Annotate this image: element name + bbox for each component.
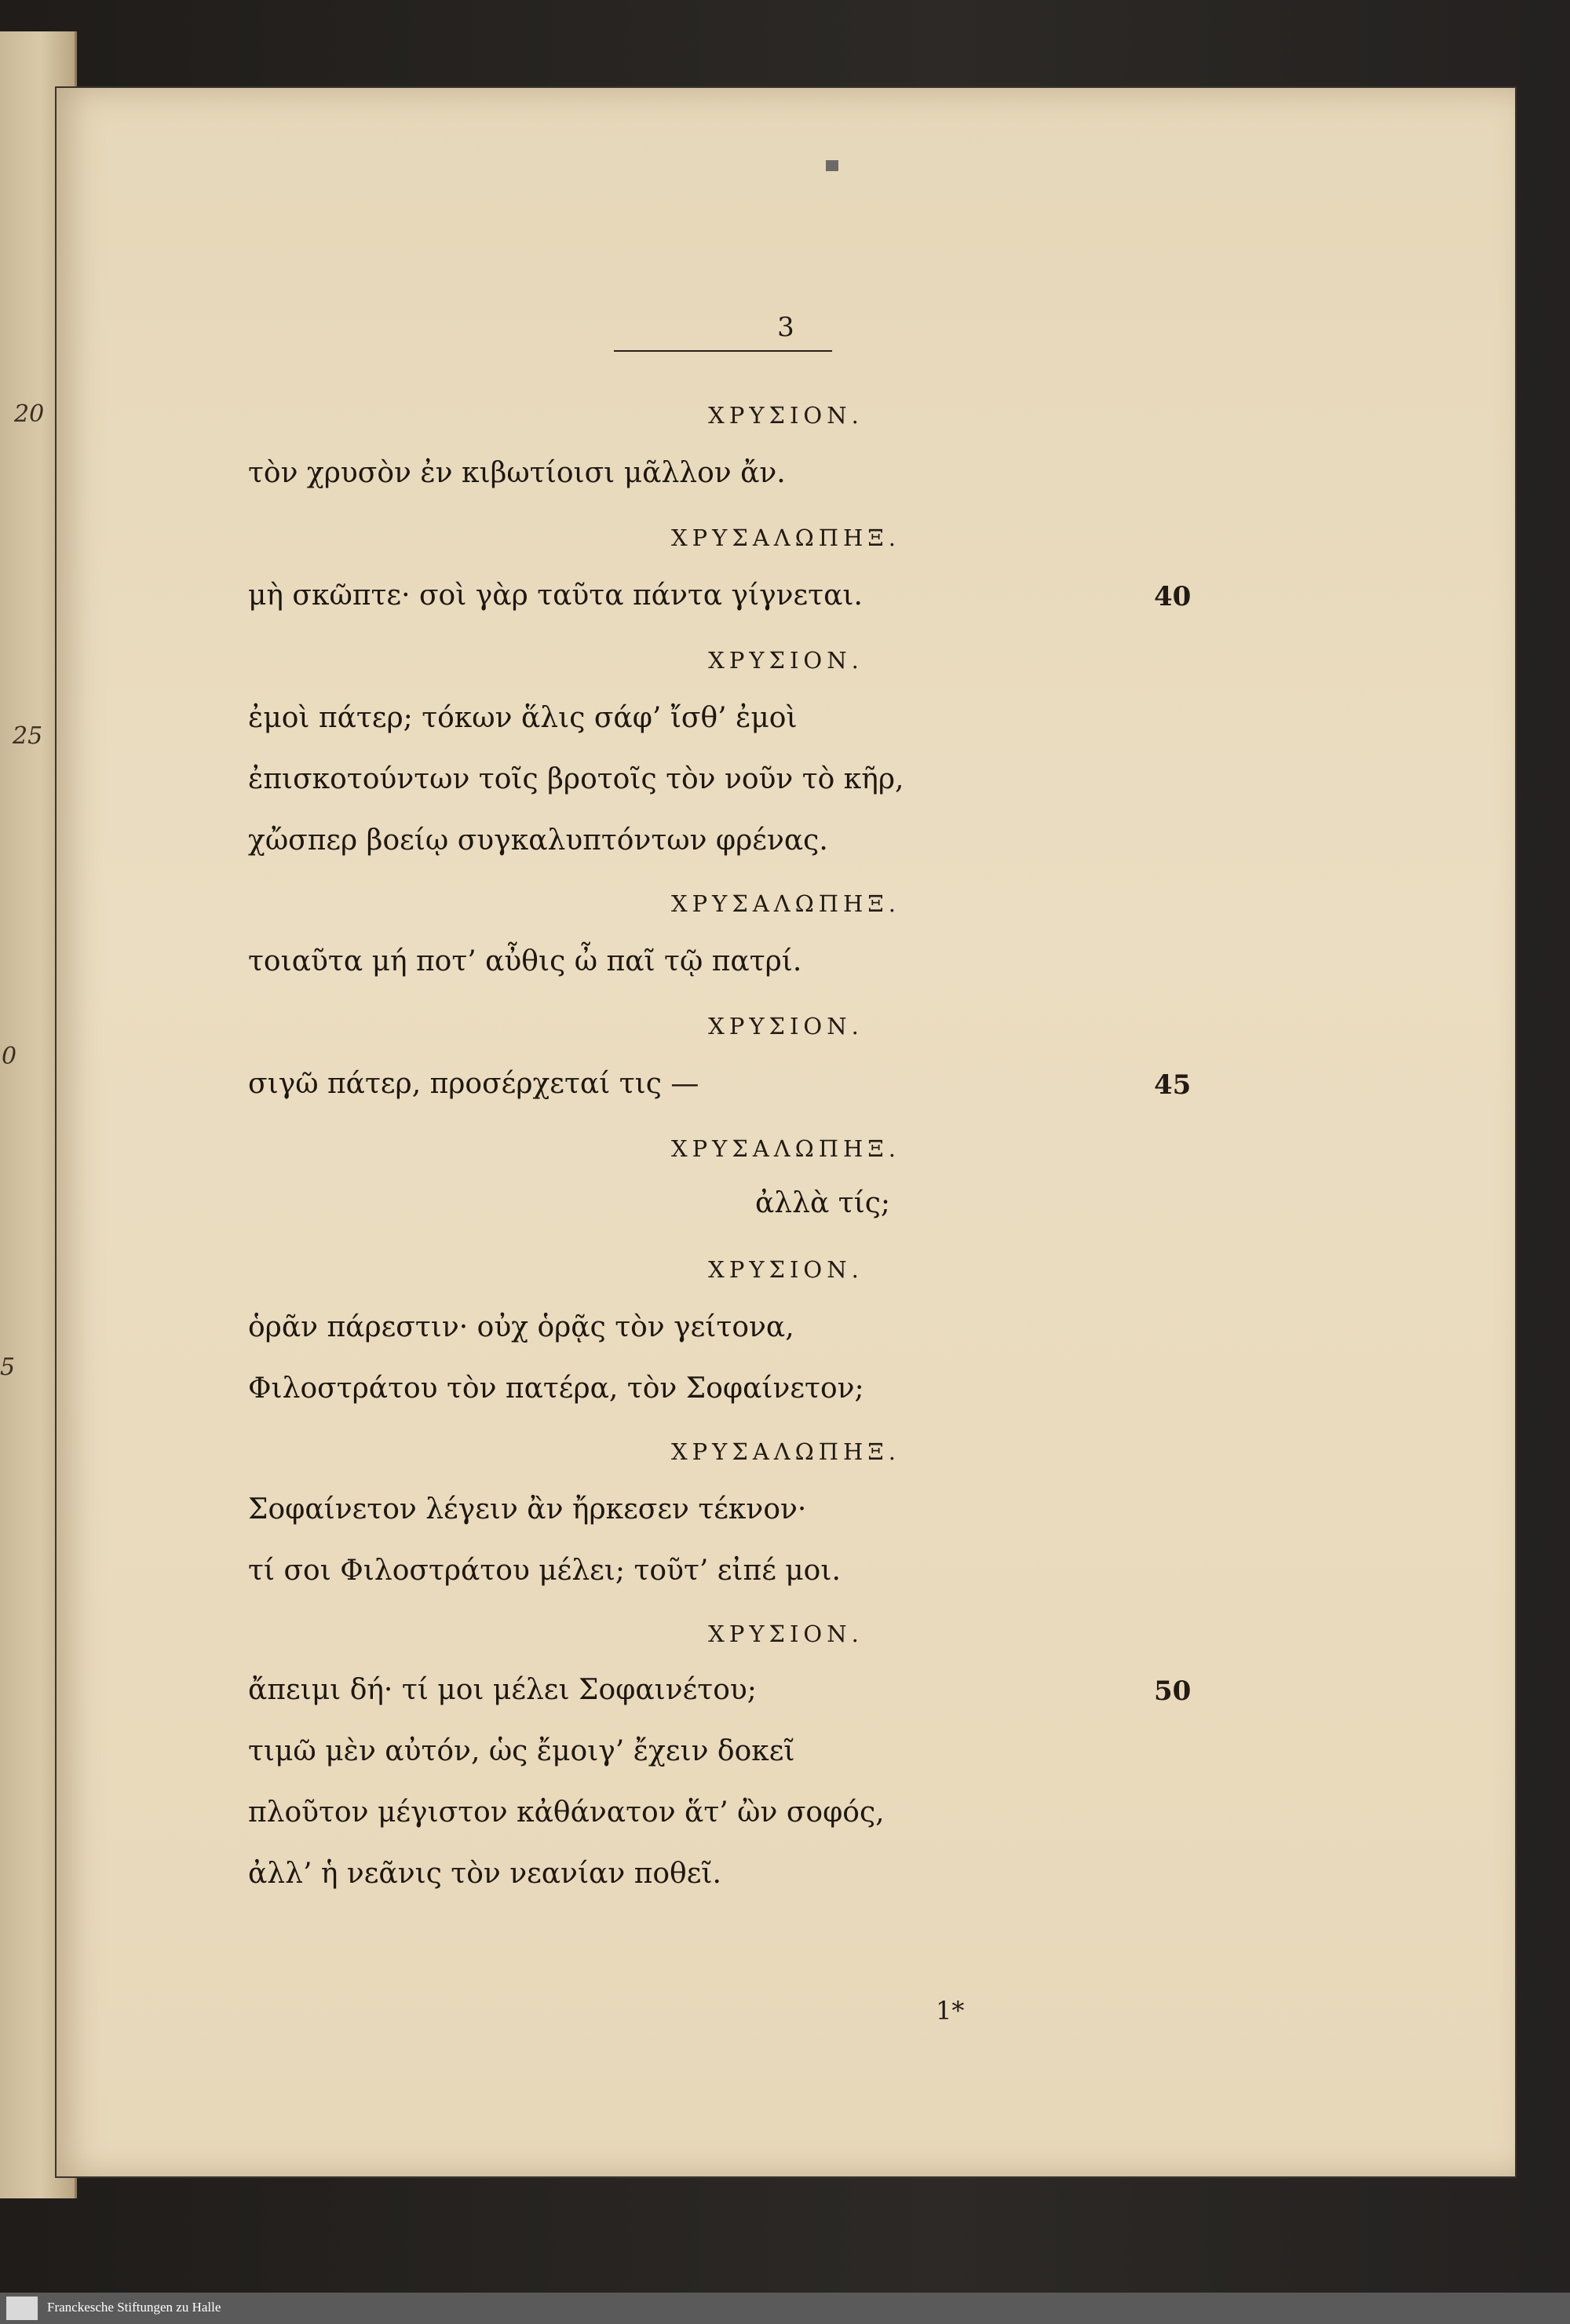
verse-line: τὸν χρυσὸν ἐν κιβωτίοισι μᾶλλον ἄν. [248,457,786,489]
verse-line: τιμῶ μὲν αὐτόν, ὡς ἔμοιγ’ ἔχειν δοκεῖ [248,1735,795,1767]
speaker-label: ΧΡΥΣΙΟΝ. [708,1621,864,1647]
verse-line: ἐμοὶ πάτερ; τόκων ἅλις σάφ’ ἴσθ’ ἐμοὶ [248,702,798,734]
signature-mark: 1* [936,1996,965,2026]
page-number: 3 [777,312,794,343]
verse-number: 45 [1154,1069,1192,1101]
verse-line: τί σοι Φιλοστράτου μέλει; τοῦτ’ εἰπέ μοι. [248,1555,841,1587]
speaker-label: ΧΡΥΣΙΟΝ. [708,647,864,674]
verse-line: μὴ σκῶπτε· σοὶ γὰρ ταῦτα πάντα γίγνεται. [248,579,863,612]
speaker-label: ΧΡΥΣΙΟΝ. [708,402,864,429]
speaker-label: ΧΡΥΣΑΛΩΠΗΞ. [671,524,900,551]
footer-credit: Franckesche Stiftungen zu Halle [47,2300,221,2315]
page-mark [826,160,838,171]
speaker-label: ΧΡΥΣΑΛΩΠΗΞ. [671,1438,900,1465]
verse-line: τοιαῦτα μή ποτ’ αὖθις ὦ παῖ τῷ πατρί. [248,945,802,977]
institution-logo-icon [6,2297,38,2320]
header-rule [614,350,832,352]
verse-line: ὁρᾶν πάρεστιν· οὐχ ὁρᾷς τὸν γείτονα, [248,1311,794,1343]
speaker-label: ΧΡΥΣΙΟΝ. [708,1256,864,1283]
verse-line: ἄπειμι δή· τί μοι μέλει Σοφαινέτου; [248,1674,757,1706]
speaker-label: ΧΡΥΣΑΛΩΠΗΞ. [671,890,900,917]
facing-page-line-number: 25 [13,722,43,750]
verse-line: πλοῦτον μέγιστον κἀθάνατον ἅτ’ ὢν σοφός, [248,1796,885,1829]
verse-number: 40 [1154,581,1192,612]
verse-line: σιγῶ πάτερ, προσέρχεταί τις — [248,1068,699,1100]
verse-line: Φιλοστράτου τὸν πατέρα, τὸν Σοφαίνετον; [248,1372,864,1405]
facing-page-line-number: 0 [2,1043,17,1070]
facing-page-line-number: 5 [0,1354,16,1381]
speaker-label: ΧΡΥΣΑΛΩΠΗΞ. [671,1135,900,1162]
facing-page-line-number: 20 [14,400,45,428]
verse-line: ἐπισκοτούντων τοῖς βροτοῖς τὸν νοῦν τὸ κῆρ, [248,763,904,795]
verse-line: χὤσπερ βοείῳ συγκαλυπτόντων φρένας. [248,824,828,857]
verse-number: 50 [1154,1675,1192,1707]
book-page [57,88,1515,2176]
verse-line: ἀλλ’ ἡ νεᾶνις τὸν νεανίαν ποθεῖ. [248,1858,721,1890]
verse-line: ἀλλὰ τίς; [755,1187,891,1219]
verse-line: Σοφαίνετον λέγειν ἂν ἤρκεσεν τέκνον· [248,1493,807,1526]
footer-bar [0,2293,1570,2324]
speaker-label: ΧΡΥΣΙΟΝ. [708,1013,864,1040]
